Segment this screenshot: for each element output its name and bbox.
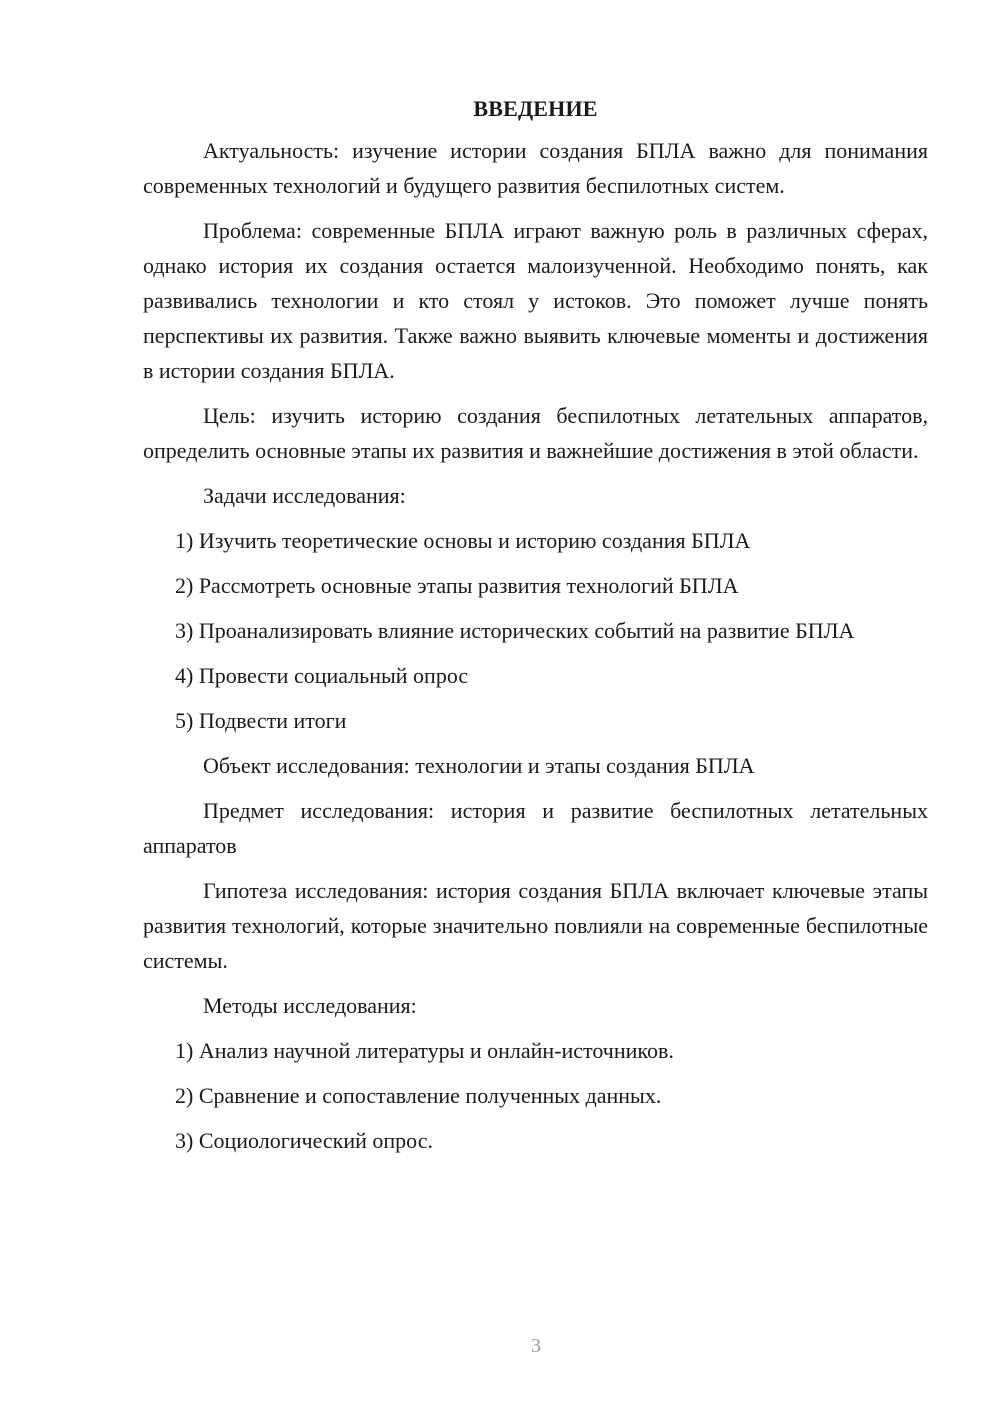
method-item: 1) Анализ научной литературы и онлайн-источников. xyxy=(175,1038,674,1063)
paragraph-relevance: Актуальность: изучение истории создания БПЛА важно для понимания современных технологий и будущего развития беспилотных систем. xyxy=(143,138,928,198)
paragraph-object: Объект исследования: технологии и этапы создания БПЛА xyxy=(203,753,755,778)
tasks-title: Задачи исследования: xyxy=(203,483,406,508)
paragraph-hypothesis: Гипотеза исследования: история создания БПЛА включает ключевые этапы развития технологий, которые значительно повлияли на современные беспилотные системы. xyxy=(143,878,928,973)
task-item: 2) Рассмотреть основные этапы развития технологий БПЛА xyxy=(175,573,739,598)
paragraph-goal: Цель: изучить историю создания беспилотных летательных аппаратов, определить основные этапы их развития и важнейшие достижения в этой области. xyxy=(143,403,928,463)
section-heading: ВВЕДЕНИЕ xyxy=(473,96,598,121)
paragraph-problem: Проблема: современные БПЛА играют важную роль в различных сферах, однако история их создания остается малоизученной. Необходимо понять, как развивались технологии и кто стоял у истоков. Это поможет лучше понять перспективы их развития. Также важно выявить ключевые моменты и достижения в истории создания БПЛА. xyxy=(143,218,928,383)
method-item: 3) Социологический опрос. xyxy=(175,1128,433,1153)
method-item: 2) Сравнение и сопоставление полученных данных. xyxy=(175,1083,662,1108)
task-item: 5) Подвести итоги xyxy=(175,708,347,733)
task-item: 4) Провести социальный опрос xyxy=(175,663,469,688)
paragraph-subject: Предмет исследования: история и развитие беспилотных летательных аппаратов xyxy=(143,798,928,858)
methods-title: Методы исследования: xyxy=(203,993,417,1018)
page-number: 3 xyxy=(531,1335,541,1357)
task-item: 1) Изучить теоретические основы и историю создания БПЛА xyxy=(175,528,751,553)
document-body xyxy=(143,94,928,1168)
task-item: 3) Проанализировать влияние исторических событий на развитие БПЛА xyxy=(175,618,855,643)
